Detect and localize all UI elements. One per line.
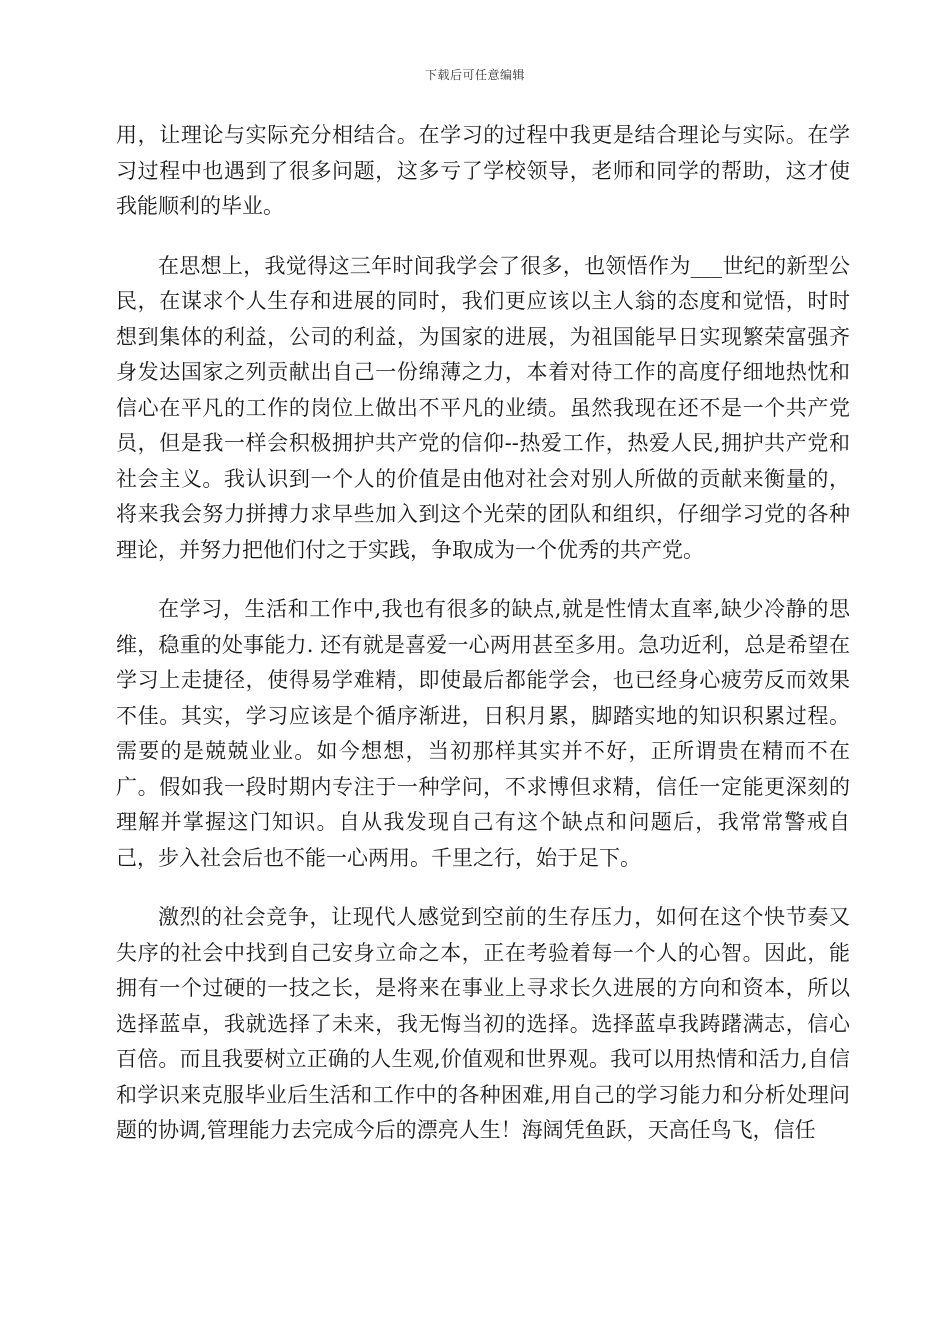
paragraph-3: 在学习，生活和工作中,我也有很多的缺点,就是性情太直率,缺少冷静的思维，稳重的处事能力. 还有就是喜爱一心两用甚至多用。急功近利，总是希望在学习上走捷径，使得易学难精，即使最后都能学会，也已经身心疲劳反而效果不佳。其实，学习应该是个循序渐进，日积月累，脚踏实地的知识积累过程。需要的是兢兢业业。如今想想，当初那样其实并不好，正所谓贵在精而不在广。假如我一段时期内专注于一种学问，不求博但求精，信任一定能更深刻的理解并掌握这门知识。自从我发现自己有这个缺点和问题后，我常常警戒自己，步入社会后也不能一心两用。千里之行，始于足下。 xyxy=(116,597,850,870)
paragraph-4: 激烈的社会竞争，让现代人感觉到空前的生存压力，如何在这个快节奏又失序的社会中找到自己安身立命之本，正在考验着每一个人的心智。因此，能拥有一个过硬的一技之长，是将来在事业上寻求长久进展的方向和资本，所以选择蓝卓，我就选择了未来，我无悔当初的选择。选择蓝卓我踌躇满志，信心百倍。而且我要树立正确的人生观,价值观和世界观。我可以用热情和活力,自信和学识来克服毕业后生活和工作中的各种困难,用自己的学习能力和分析处理问题的协调,管理能力去完成今后的漂亮人生！海阔凭鱼跃，天高任鸟飞，信任 xyxy=(116,905,850,1142)
header-note: 下载后可任意编辑 xyxy=(424,68,525,82)
paragraph-2: 在思想上，我觉得这三年时间我学会了很多，也领悟作为___世纪的新型公民，在谋求个人生存和进展的同时，我们更应该以主人翁的态度和觉悟，时时想到集体的利益，公司的利益，为国家的进展，为祖国能早日实现繁荣富强齐身发达国家之列贡献出自己一份绵薄之力，本着对待工作的高度仔细地热忱和信心在平凡的工作的岗位上做出不平凡的业绩。虽然我现在还不是一个共产党员，但是我一样会积极拥护共产党的信仰--热爱工作，热爱人民,拥护共产党和社会主义。我认识到一个人的价值是由他对社会对别人所做的贡献来衡量的，将来我会努力拼搏力求早些加入到这个光荣的团队和组织，仔细学习党的各种理论，并努力把他们付之于实践，争取成为一个优秀的共产党。 xyxy=(116,253,850,562)
paragraph-1: 用，让理论与实际充分相结合。在学习的过程中我更是结合理论与实际。在学习过程中也遇到了很多问题，这多亏了学校领导，老师和同学的帮助，这才使我能顺利的毕业。 xyxy=(116,123,850,218)
document-body xyxy=(116,118,850,1173)
